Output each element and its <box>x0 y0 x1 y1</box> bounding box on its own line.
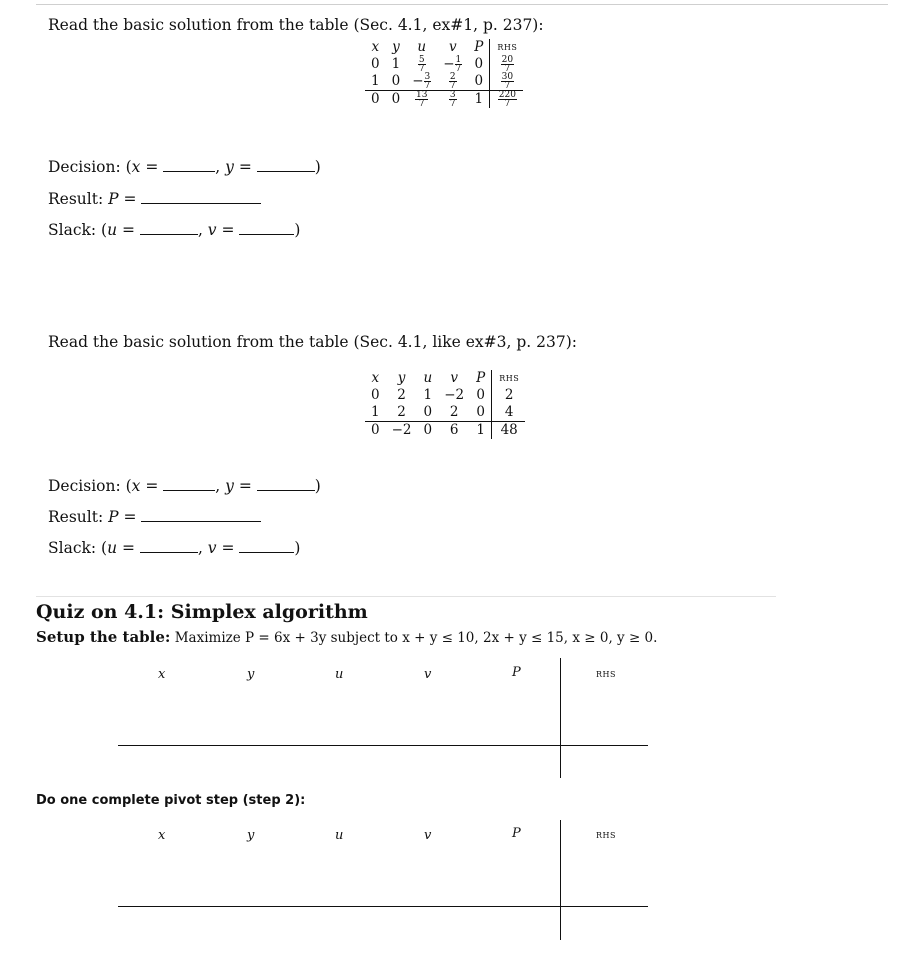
grid-header-y: y <box>247 667 255 682</box>
grid-header-v: v <box>424 828 432 843</box>
section2-prompt: Read the basic solution from the table (Sec. 4.1, like ex#3, p. 237): <box>48 333 577 351</box>
cell-fraction: $\frac{13}{7}$ <box>406 91 437 109</box>
rhs-cell: $\frac{20}{7}$ <box>490 56 523 73</box>
setup-line <box>36 628 657 646</box>
grid-header-x: x <box>158 667 166 682</box>
quiz-title: Quiz on 4.1: Simplex algorithm <box>36 601 368 623</box>
grid-header-p: P <box>512 826 521 841</box>
grid-header-rhs: RHS <box>596 831 616 840</box>
slack-label: Slack: <box>48 539 97 557</box>
cell: 1 <box>371 404 380 420</box>
slack-line: Slack: (u = , v = ) <box>48 221 301 239</box>
cell-fraction: − $\frac{3}{7}$ <box>412 72 431 91</box>
quiz-rule <box>36 596 776 597</box>
cell-fraction: $\frac{3}{7}$ <box>437 91 468 109</box>
col-header-u: u <box>417 39 427 55</box>
v-blank[interactable] <box>239 540 294 553</box>
tableau-row <box>365 73 523 91</box>
x-blank[interactable] <box>163 478 215 491</box>
cell: 1 <box>470 422 492 440</box>
cell: 0 <box>365 91 386 109</box>
section1-tableau <box>365 39 523 108</box>
setup-text: Maximize P = 6x + 3y subject to x + y ≤ 10, 2x + y ≤ 15, x ≥ 0, y ≥ 0. <box>174 630 658 646</box>
cell: 6 <box>438 422 470 440</box>
cell: 0 <box>371 387 380 403</box>
rhs-cell: 4 <box>492 404 525 422</box>
col-header-p: P <box>474 39 484 55</box>
tableau-row <box>365 387 525 404</box>
col-header-p: P <box>476 370 486 386</box>
result-label: Result: <box>48 190 104 208</box>
y-blank[interactable] <box>257 159 315 172</box>
slack-label: Slack: <box>48 221 97 239</box>
rhs-divider <box>560 820 561 940</box>
grid-header-rhs: RHS <box>596 670 616 679</box>
col-header-rhs: RHS <box>492 370 525 387</box>
top-rule <box>36 4 888 5</box>
result-line: Result: P = <box>48 508 261 526</box>
setup-label: Setup the table: <box>36 628 171 646</box>
section2-tableau <box>365 370 525 439</box>
p-blank[interactable] <box>141 509 261 522</box>
objective-row <box>365 422 525 440</box>
cell: 0 <box>418 422 439 440</box>
cell: 2 <box>397 387 406 403</box>
cell: 0 <box>474 73 484 89</box>
rhs-cell: 48 <box>492 422 525 440</box>
grid-header-y: y <box>247 828 255 843</box>
col-header-y: y <box>392 39 400 55</box>
cell: 2 <box>449 404 459 420</box>
decision-line: Decision: (x = , y = ) <box>48 158 321 176</box>
section1-prompt: Read the basic solution from the table (Sec. 4.1, ex#1, p. 237): <box>48 16 544 34</box>
col-header-y: y <box>397 370 406 386</box>
col-header-v: v <box>448 39 457 55</box>
cell-fraction: $\frac{2}{7}$ <box>449 72 456 91</box>
cell-fraction: $\frac{5}{7}$ <box>418 55 425 74</box>
grid-header-v: v <box>424 667 432 682</box>
objective-divider <box>118 745 648 746</box>
rhs-divider <box>560 658 561 778</box>
objective-divider <box>118 906 648 907</box>
rhs-cell: $\frac{30}{7}$ <box>490 73 523 91</box>
grid-header-u: u <box>335 828 344 843</box>
grid-header-u: u <box>335 667 344 682</box>
decision-line: Decision: (x = , y = ) <box>48 477 321 495</box>
grid-header-x: x <box>158 828 166 843</box>
col-header-u: u <box>423 370 433 386</box>
cell: 0 <box>474 56 484 72</box>
grid-header-p: P <box>512 665 521 680</box>
u-blank[interactable] <box>140 540 198 553</box>
col-header-x: x <box>371 39 380 55</box>
col-header-rhs: RHS <box>490 39 523 56</box>
cell: 0 <box>365 422 386 440</box>
decision-label: Decision: <box>48 158 121 176</box>
cell: 2 <box>397 404 406 420</box>
cell: 0 <box>391 73 401 89</box>
objective-row <box>365 91 523 109</box>
v-blank[interactable] <box>239 222 294 235</box>
u-blank[interactable] <box>140 222 198 235</box>
tableau-row <box>365 56 523 73</box>
tableau-row <box>365 404 525 422</box>
cell: 1 <box>423 387 433 403</box>
decision-label: Decision: <box>48 477 121 495</box>
cell-fraction: − $\frac{1}{7}$ <box>443 55 462 74</box>
cell: −2 <box>386 422 418 440</box>
pivot-label: Do one complete pivot step (step 2): <box>36 793 306 808</box>
cell: 1 <box>391 56 401 72</box>
result-label: Result: <box>48 508 104 526</box>
cell: 1 <box>371 73 380 89</box>
slack-line: Slack: (u = , v = ) <box>48 539 301 557</box>
cell: 0 <box>423 404 433 420</box>
x-blank[interactable] <box>163 159 215 172</box>
col-header-x: x <box>371 370 380 386</box>
cell: 0 <box>476 404 485 420</box>
cell: 0 <box>371 56 380 72</box>
cell: 1 <box>468 91 490 109</box>
result-line: Result: P = <box>48 190 261 208</box>
cell: 0 <box>476 387 485 403</box>
rhs-cell: $\frac{220}{7}$ <box>490 91 523 109</box>
col-header-v: v <box>450 370 458 386</box>
rhs-cell: 2 <box>492 387 525 404</box>
cell: −2 <box>444 387 465 403</box>
p-blank[interactable] <box>141 191 261 204</box>
y-blank[interactable] <box>257 478 315 491</box>
cell: 0 <box>386 91 407 109</box>
